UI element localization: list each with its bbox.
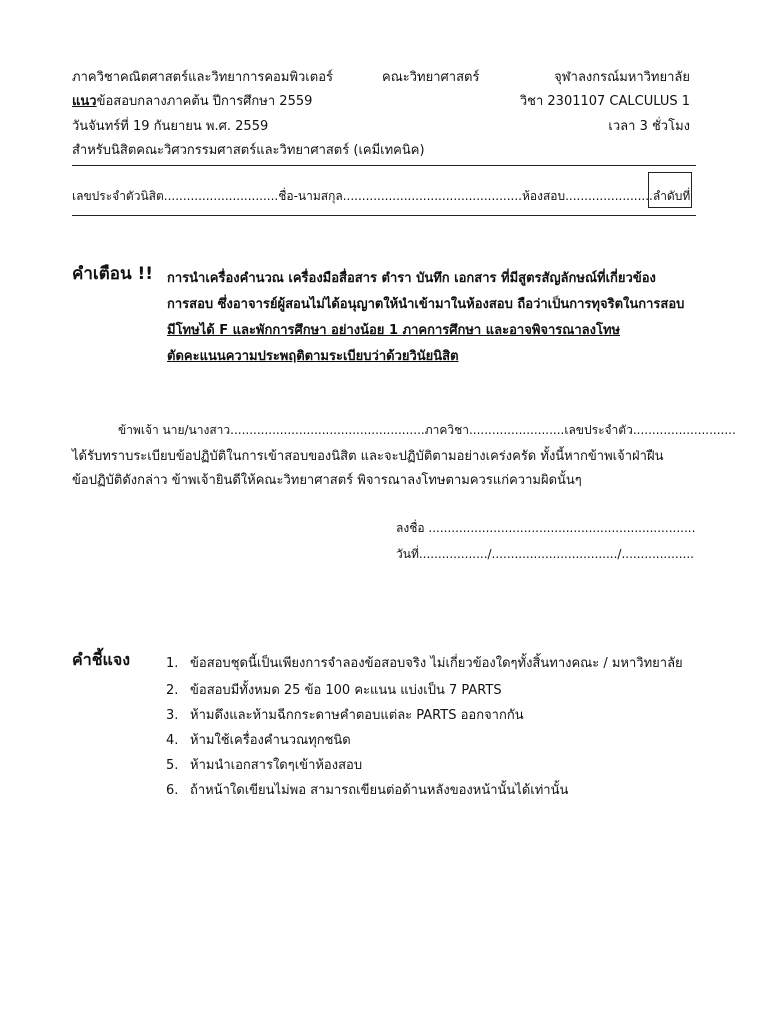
declaration-line-3: ข้อปฏิบัติดังกล่าว ข้าพเจ้ายินดีให้คณะวิทยาศาสตร์ พิจารณาลงโทษตามควรแก่ความผิดนั้นๆ bbox=[72, 473, 582, 488]
instruction-num: 6. bbox=[166, 783, 179, 798]
audience-note: สำหรับนิสิตคณะวิศวกรรมศาสตร์และวิทยาศาสตร์ (เคมีเทคนิค) bbox=[72, 143, 425, 158]
course-code: วิชา 2301107 CALCULUS 1 bbox=[519, 94, 690, 109]
faculty-name: คณะวิทยาศาสตร์ bbox=[382, 70, 480, 85]
exam-date: วันจันทร์ที่ 19 กันยายน พ.ศ. 2559 bbox=[72, 119, 269, 134]
warning-line-1: การนำเครื่องคำนวณ เครื่องมือสื่อสาร ตำรา บันทึก เอกสาร ที่มีสูตรสัญลักษณ์ที่เกี่ยวข้อง bbox=[167, 271, 656, 286]
instruction-item-5 bbox=[166, 754, 362, 775]
guide-prefix: แนว bbox=[72, 94, 97, 109]
warning-line-4: ตัดคะแนนความประพฤติตามระเบียบว่าด้วยวินัยนิสิต bbox=[167, 349, 459, 364]
instruction-text: ถ้าหน้าใดเขียนไม่พอ สามารถเขียนต่อด้านหลังของหน้านั้นได้เท่านั้น bbox=[190, 783, 569, 798]
seat-number-box[interactable] bbox=[648, 172, 692, 208]
warning-line-3: มีโทษได้ F และพักการศึกษา อย่างน้อย 1 ภาคการศึกษา และอาจพิจารณาลงโทษ bbox=[167, 323, 621, 338]
exam-duration: เวลา 3 ชั่วโมง bbox=[608, 119, 690, 134]
university-name: จุฬาลงกรณ์มหาวิทยาลัย bbox=[554, 70, 690, 85]
instruction-item-6 bbox=[166, 779, 568, 800]
exam-title bbox=[72, 90, 312, 111]
warning-title: คำเตือน !! bbox=[72, 264, 154, 284]
instruction-num: 4. bbox=[166, 733, 179, 748]
signature-line: ลงชื่อ ...................................................................... bbox=[396, 521, 696, 535]
instruction-text: ห้ามนำเอกสารใดๆเข้าห้องสอบ bbox=[190, 758, 363, 773]
warning-line-2: การสอบ ซึ่งอาจารย์ผู้สอนไม่ได้อนุญาตให้นำเข้ามาในห้องสอบ ถือว่าเป็นการทุจริตในการสอบ bbox=[167, 297, 685, 312]
instruction-num: 3. bbox=[166, 708, 179, 723]
exam-title-text: ข้อสอบกลางภาคต้น ปีการศึกษา 2559 bbox=[96, 94, 313, 109]
instruction-text: ห้ามดึงและห้ามฉีกกระดาษคำตอบแต่ละ PARTS ออกจากกัน bbox=[190, 708, 524, 723]
instruction-num: 2. bbox=[166, 683, 179, 698]
divider-bottom bbox=[72, 215, 696, 216]
divider-top bbox=[72, 165, 696, 166]
instruction-num: 1. bbox=[166, 656, 179, 671]
instruction-item-2 bbox=[166, 679, 502, 700]
declaration-line-1: ข้าพเจ้า นาย/นางสาว...................................................ภาควิชา.........................เลขประจำตัว........................... bbox=[118, 423, 736, 437]
department-name: ภาควิชาคณิตศาสตร์และวิทยาการคอมพิวเตอร์ bbox=[72, 70, 333, 85]
declaration-line-2: ได้รับทราบระเบียบข้อปฏิบัติในการเข้าสอบของนิสิต และจะปฏิบัติตามอย่างเคร่งครัด ทั้งนี้หากข้าพเจ้าฝ่าฝืน bbox=[72, 449, 664, 464]
instruction-num: 5. bbox=[166, 758, 179, 773]
instruction-item-4 bbox=[166, 729, 351, 750]
instruction-item-1 bbox=[166, 652, 683, 673]
date-line: วันที่................../................................./................... bbox=[396, 547, 694, 561]
instructions-title: คำชี้แจง bbox=[72, 650, 131, 669]
instruction-text: ห้ามใช้เครื่องคำนวณทุกชนิด bbox=[190, 733, 351, 748]
instruction-item-3 bbox=[166, 704, 524, 725]
instruction-text: ข้อสอบชุดนี้เป็นเพียงการจำลองข้อสอบจริง ไม่เกี่ยวข้องใดๆทั้งสิ้นทางคณะ / มหาวิทยาลัย bbox=[190, 656, 683, 671]
instruction-text: ข้อสอบมีทั้งหมด 25 ข้อ 100 คะแนน แบ่งเป็น 7 PARTS bbox=[190, 683, 502, 698]
student-info-line: เลขประจำตัวนิสิต..............................ชื่อ-นามสกุล...............................................ห้องสอบ.......................ลำดับที่ bbox=[72, 189, 691, 203]
